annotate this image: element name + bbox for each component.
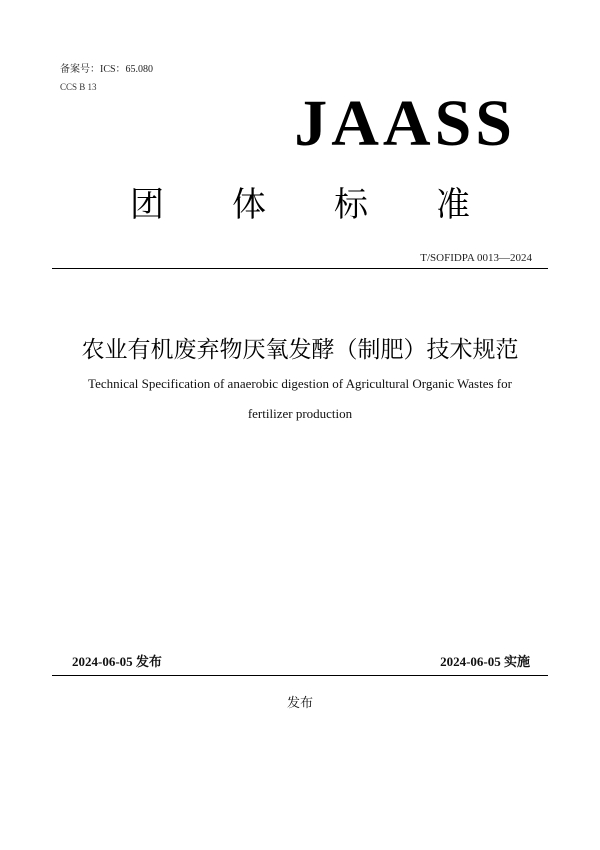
filing-number: 备案号：ICS：65.080	[60, 64, 154, 75]
title-english-line1: Technical Specification of anaerobic digestion of Agricultural Organic Wastes for	[88, 376, 512, 391]
bottom-divider	[52, 675, 548, 676]
implementation-date: 2024-06-05 实施	[440, 654, 530, 669]
ccs-code: CCS B 13	[60, 82, 97, 92]
issue-date: 2024-06-05 发布	[72, 654, 162, 669]
title-chinese: 农业有机废弃物厌氧发酵（制肥）技术规范	[81, 337, 519, 363]
top-divider	[52, 268, 548, 269]
standard-type-char: 准	[436, 185, 470, 225]
standard-type-char: 体	[232, 185, 266, 225]
standard-type-char: 团	[130, 185, 164, 225]
organization-logo: JAASS	[294, 87, 516, 160]
publisher: 发布	[286, 696, 313, 711]
standard-type-heading	[130, 183, 470, 227]
standard-number: T/SOFIDPA 0013—2024	[420, 252, 532, 264]
standard-type-char: 标	[334, 185, 368, 225]
title-english-line2: fertilizer production	[247, 406, 353, 421]
